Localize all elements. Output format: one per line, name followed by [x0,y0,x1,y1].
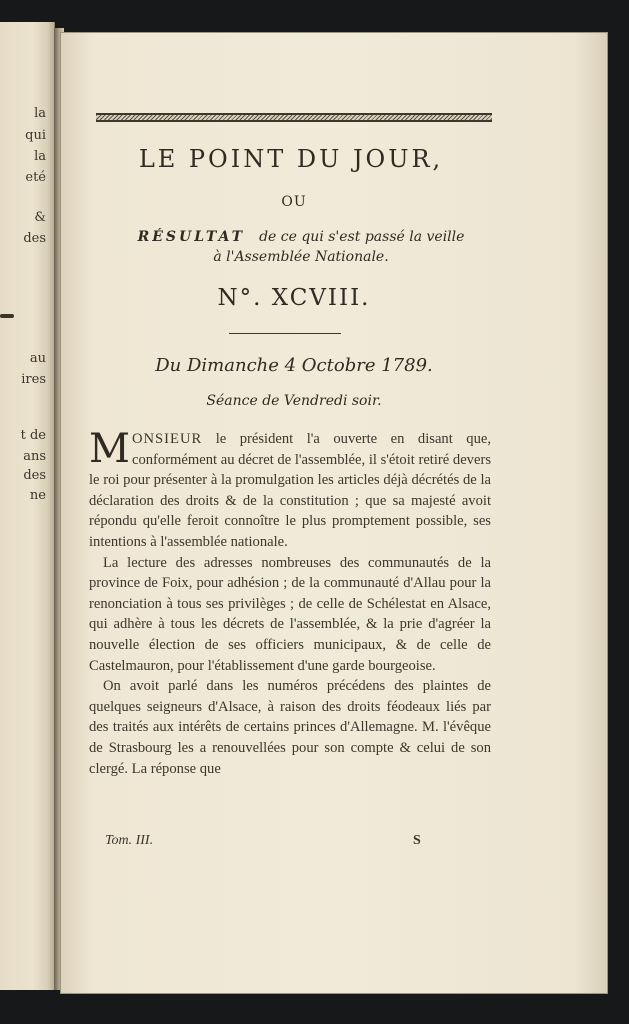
signature-mark: S [413,833,421,848]
left-page-fragment: la [34,149,46,164]
left-page-fragment: ans [23,449,46,464]
page-footer [105,833,485,849]
drop-cap: M [89,426,130,472]
first-word: ONSIEUR [131,431,203,447]
subtitle-rest: de ce qui s'est passé la veille [259,229,465,245]
left-page-fragment: ires [21,372,46,387]
left-page-fragment: la [34,106,46,121]
title-connector: OU [281,194,307,210]
paragraph-3: On avoit parlé dans les numéros précédens des plaintes de quelques seigneurs d'Alsace, à raison des droits féodeaux liés par des traités aux intérêts de certains princes d'Allemagne. M. l'évêque de Strasbourg les a renouvellées pour son compte & celui de son clergé. La réponse que [89,678,491,777]
left-page-fragment: ne [29,488,46,503]
left-page-fragment: au [29,351,46,366]
subtitle-line-1 [91,229,511,245]
left-page-fragment: des [23,231,46,246]
left-page-fragment: qui [25,128,46,143]
left-page-fragment: t de [20,428,46,443]
session-heading: Séance de Vendredi soir. [206,393,382,409]
ornamental-rule [96,113,492,122]
left-page-fragment: & [34,210,46,225]
tome-label: Tom. III. [105,833,154,848]
divider [229,333,341,334]
paragraph-2: La lecture des adresses nombreuses des communautés de la province de Foix, pour adhésion ; de la communauté d'Allau pour la renonciation à tous ses privilèges ; de celle de Schélestat en Alsace, qui adhère à tous les décrets de l'assemblée, & la prie d'agréer la nouvelle élection de ses officiers municipaux, & de celle de Castelmauron, pour l'établissement d'une garde bourgeoise. [89,554,491,674]
issue-date: Du Dimanche 4 Octobre 1789. [155,355,433,376]
journal-title: LE POINT DU JOUR, [138,145,444,173]
left-page-fragment: des [23,468,46,483]
paragraph-1 [89,426,491,553]
right-page [60,32,608,994]
left-page-fragment: eté [25,170,46,185]
subtitle-lead: RÉSULTAT [137,229,246,245]
article-body [89,426,491,779]
left-page [0,22,55,990]
paragraph-1-text: le président l'a ouverte en disant que, conformément au décret de l'assemblée, il s'étoit retiré devers le roi pour présenter à la promulgation les articles déjà décrétés de la déclaration des droits & de la constitution ; que sa majesté avoit répondu qu'elle feroit connoître le plus promptement possible, ses intentions à l'assemblée nationale. [89,431,491,550]
subtitle-line-2: à l'Assemblée Nationale. [213,249,389,265]
issue-number: N°. XCVIII. [217,285,371,311]
ink-mark [0,314,14,318]
